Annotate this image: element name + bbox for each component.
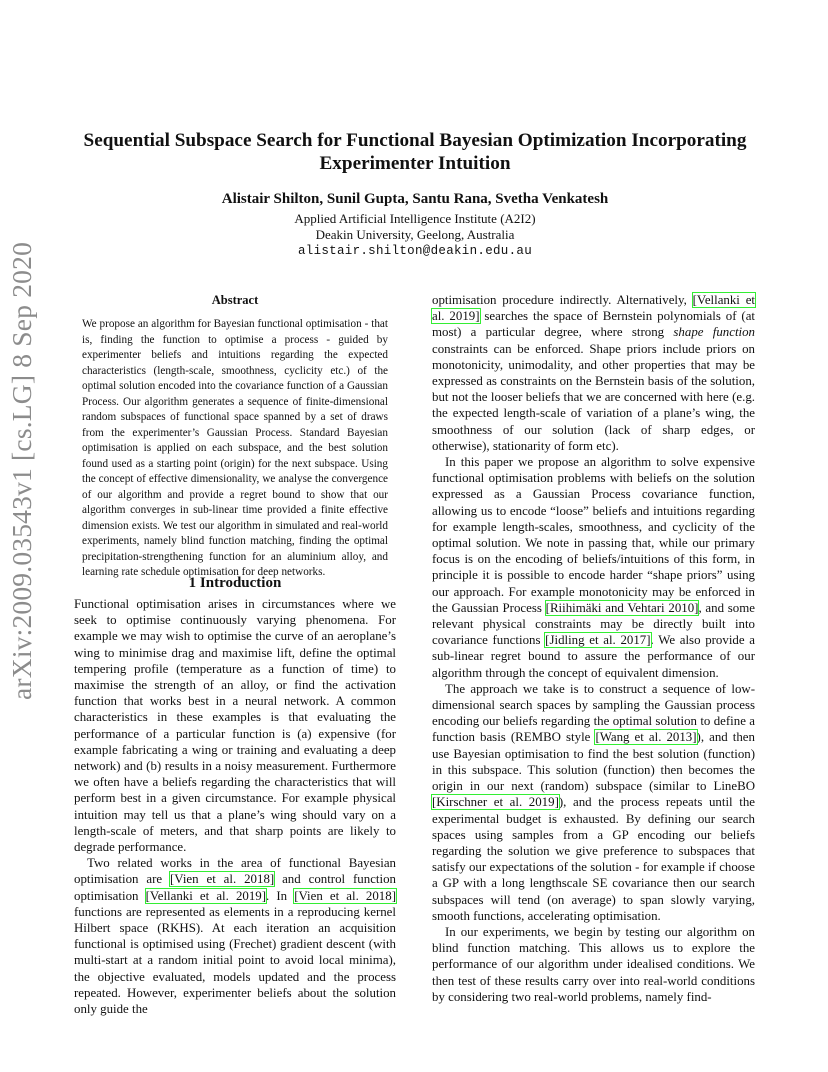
citation-link[interactable]: [Wang et al. 2013] bbox=[595, 730, 697, 745]
abstract-text: We propose an algorithm for Bayesian functional optimisation - that is, finding the function to optimise a process - guided by experimenter beliefs and intuitions regarding the expected characteristics (length-scale, smoothness, cyclicity etc.) of the optimal solution encoded into the covariance function of a Gaussian Process. Our algorithm generates a sequence of finite-dimensional random subspaces of functional space spanned by a set of draws from the experimenter’s Gaussian Process. Standard Bayesian optimisation is applied on each subspace, and the best solution found used as a starting point (origin) for the next subspace. Using the concept of effective dimensionality, we analyse the convergence of our algorithm and provide a regret bound to show that our algorithm converges in sub-linear time provided a finite effective dimension exists. We test our algorithm in simulated and real-world experiments, namely blind function matching, finding the optimal precipitation-strengthening function for an aluminium alloy, and learning rate schedule optimisation for deep networks. bbox=[82, 318, 388, 578]
paragraph: In this paper we propose an algorithm to solve expensive functional optimisation problems with beliefs on the solution expressed as a Gaussian Process covariance function, allowing us to encode “loose” beliefs and intuitions regarding for example length-scales, smoothness, and cyclicity of the optimal solution. We note in passing that, while our primary focus is on the encoding of beliefs/intuitions of this form, in principle it is possible to encode harder “shape priors” using our approach. For example monotonicity may be enforced in the Gaussian Process [Riihimäki and Vehtari 2010], and some relevant physical constraints may be directly built into covariance functions [Jidling et al. 2017]. We also provide a sub-linear regret bound to assure the performance of our algorithm through the concept of equivalent dimension. bbox=[432, 455, 756, 680]
abstract-body bbox=[82, 317, 388, 581]
affiliation-line: Applied Artificial Intelligence Institute (A2I2) bbox=[294, 211, 536, 226]
affiliation-block bbox=[70, 211, 760, 259]
author-list: Alistair Shilton, Sunil Gupta, Santu Rana, Svetha Venkatesh bbox=[221, 191, 609, 207]
citation-link[interactable]: [Vien et al. 2018] bbox=[170, 872, 275, 887]
paper-title: Sequential Subspace Search for Functional Bayesian Optimization Incorporating Experimenter Intuition bbox=[83, 130, 747, 174]
paragraph: In our experiments, we begin by testing our algorithm on blind function matching. This allows us to explore the performance of our algorithm under idealised conditions. We then test of these results carry over into real-world conditions by considering two real-world problems, namely find- bbox=[432, 924, 755, 1004]
arxiv-stamp-text: arXiv:2009.03543v1 [cs.LG] 8 Sep 2020 bbox=[6, 241, 37, 700]
section-heading-introduction: 1 Introduction bbox=[188, 575, 282, 591]
citation-link[interactable]: [Kirschner et al. 2019] bbox=[432, 795, 559, 810]
emphasis: shape function bbox=[673, 325, 756, 340]
paragraph: optimisation procedure indirectly. Alternatively, [Vellanki et al. 2019] searches the space of Bernstein polynomials of (at most) a particular degree, where strong shape function constraints can be enforced. Shape priors include priors on monotonicity, unimodality, and other properties that may be expressed as constraints on the Bernstein basis of the solution, but not the looser beliefs that we are concerned with here (e.g. the expected length-scale of variation of a plane’s wing, the smoothness of our solution (lack of sharp edges, or otherwise), stationarity of form etc). bbox=[432, 293, 756, 453]
citation-link[interactable]: [Jidling et al. 2017] bbox=[545, 633, 651, 648]
left-column-body bbox=[74, 596, 396, 1017]
abstract-heading: Abstract bbox=[211, 293, 259, 307]
affiliation-line: Deakin University, Geelong, Australia bbox=[315, 227, 515, 242]
paragraph: Two related works in the area of functional Bayesian optimisation are [Vien et al. 2018] and control function optimisation [Vellanki et al. 2019]. In [Vien et al. 2018] functions are represented as elements in a reproducing kernel Hilbert space (RKHS). At each iteration an acquisition functional is optimised using (Frechet) gradient descent (with multi-start at a random initial point to avoid local minima), the objective evaluated, models updated and the process repeated. However, experimenter beliefs about the solution only guide the bbox=[74, 856, 396, 1017]
citation-link[interactable]: [Vien et al. 2018] bbox=[294, 888, 396, 903]
paragraph: The approach we take is to construct a sequence of low-dimensional search spaces by sampling the Gaussian process encoding our beliefs regarding the optimal solution to define a function basis (REMBO style [Wang et al. 2013]), and then use Bayesian optimisation to find the best solution (function) in this subspace. This solution (function) then becomes the origin in our next (random) subspace (similar to LineBO [Kirschner et al. 2019]), and the process repeats until the experimental budget is exhausted. By defining our search spaces using samples from a GP encoding our beliefs regarding the solution we give preference to subspaces that satisfy our expectations of the solution - for example if choose a GP with a long lengthscale SE covariance then our search subspaces will tend (on average) to span slowly varying, smooth functions, accelerating optimisation. bbox=[432, 681, 755, 923]
paragraph: Functional optimisation arises in circumstances where we seek to optimise continuously varying phenomena. For example we may wish to optimise the curve of an aeroplane’s wing to minimise drag and maximise lift, define the optimal tempering profile (temperature as a function of time) to maximise the strength of an alloy, or find the activation function that works best in a neural network. A common characteristics in these examples is that evaluating the performance of a particular function is (a) expensive (for example fabricating a wing or training and evaluating a deep network) and (b) results in a noisy measurement. Furthermore we often have a beliefs regarding the characteristics that will perform best in a given circumstance. For example physical intuition may tell us that a plane’s wing should vary on a length-scale of meters, and that sharp points are likely to degrade performance. bbox=[74, 597, 396, 855]
citation-link[interactable]: [Riihimäki and Vehtari 2010] bbox=[545, 600, 699, 615]
author-email[interactable]: alistair.shilton@deakin.edu.au bbox=[297, 244, 533, 258]
right-column-body bbox=[432, 292, 755, 1005]
citation-link[interactable]: [Vellanki et al. 2019] bbox=[145, 888, 267, 903]
citation-link[interactable]: [Vellanki et al. 2019] bbox=[432, 293, 755, 324]
